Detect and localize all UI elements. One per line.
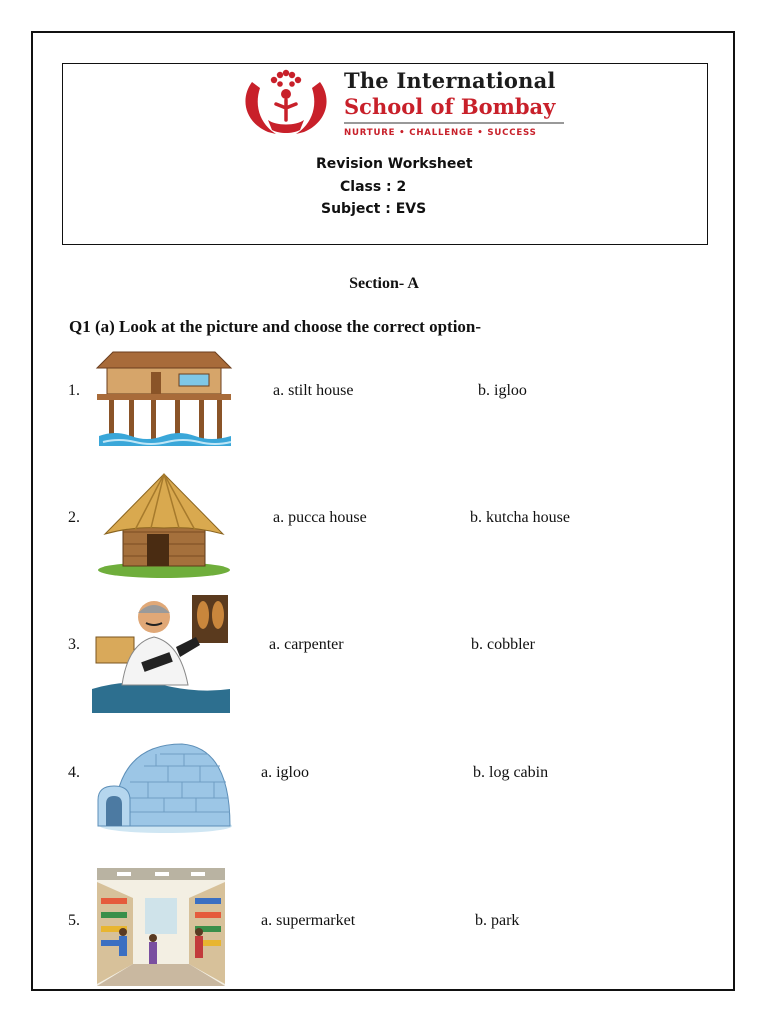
hut-picture bbox=[95, 470, 233, 580]
question-text: Q1 (a) Look at the picture and choose the correct option- bbox=[69, 317, 482, 336]
logo-divider bbox=[344, 122, 564, 124]
school-logo bbox=[238, 68, 568, 140]
item5-option-a: a. supermarket bbox=[261, 912, 356, 929]
class-label: Class : 2 bbox=[340, 179, 407, 195]
subject-label: Subject : EVS bbox=[321, 201, 427, 217]
item-number: 2. bbox=[68, 509, 80, 526]
item-number: 1. bbox=[68, 382, 80, 399]
item3-option-a: a. carpenter bbox=[269, 636, 344, 653]
item-number: 4. bbox=[68, 764, 80, 781]
supermarket-picture bbox=[97, 868, 225, 986]
item3-option-b: b. cobbler bbox=[471, 636, 535, 653]
item4-option-a: a. igloo bbox=[261, 764, 309, 781]
item1-option-a: a. stilt house bbox=[273, 382, 354, 399]
section-title: Section- A bbox=[349, 275, 419, 292]
item1-option-b: b. igloo bbox=[478, 382, 527, 399]
item5-option-b: b. park bbox=[475, 912, 520, 929]
school-name-line2: School of Bombay bbox=[344, 94, 556, 119]
item2-option-a: a. pucca house bbox=[273, 509, 367, 526]
item2-option-b: b. kutcha house bbox=[470, 509, 570, 526]
item-number: 3. bbox=[68, 636, 80, 653]
school-name-line1: The International bbox=[344, 68, 556, 93]
item4-option-b: b. log cabin bbox=[473, 764, 549, 781]
stilt-house-picture bbox=[95, 350, 233, 450]
school-emblem-icon bbox=[238, 68, 334, 138]
igloo-picture bbox=[96, 738, 234, 834]
cobbler-picture bbox=[92, 593, 230, 713]
worksheet-title: Revision Worksheet bbox=[316, 156, 473, 172]
school-tagline: NURTURE • CHALLENGE • SUCCESS bbox=[344, 127, 537, 138]
item-number: 5. bbox=[68, 912, 80, 929]
